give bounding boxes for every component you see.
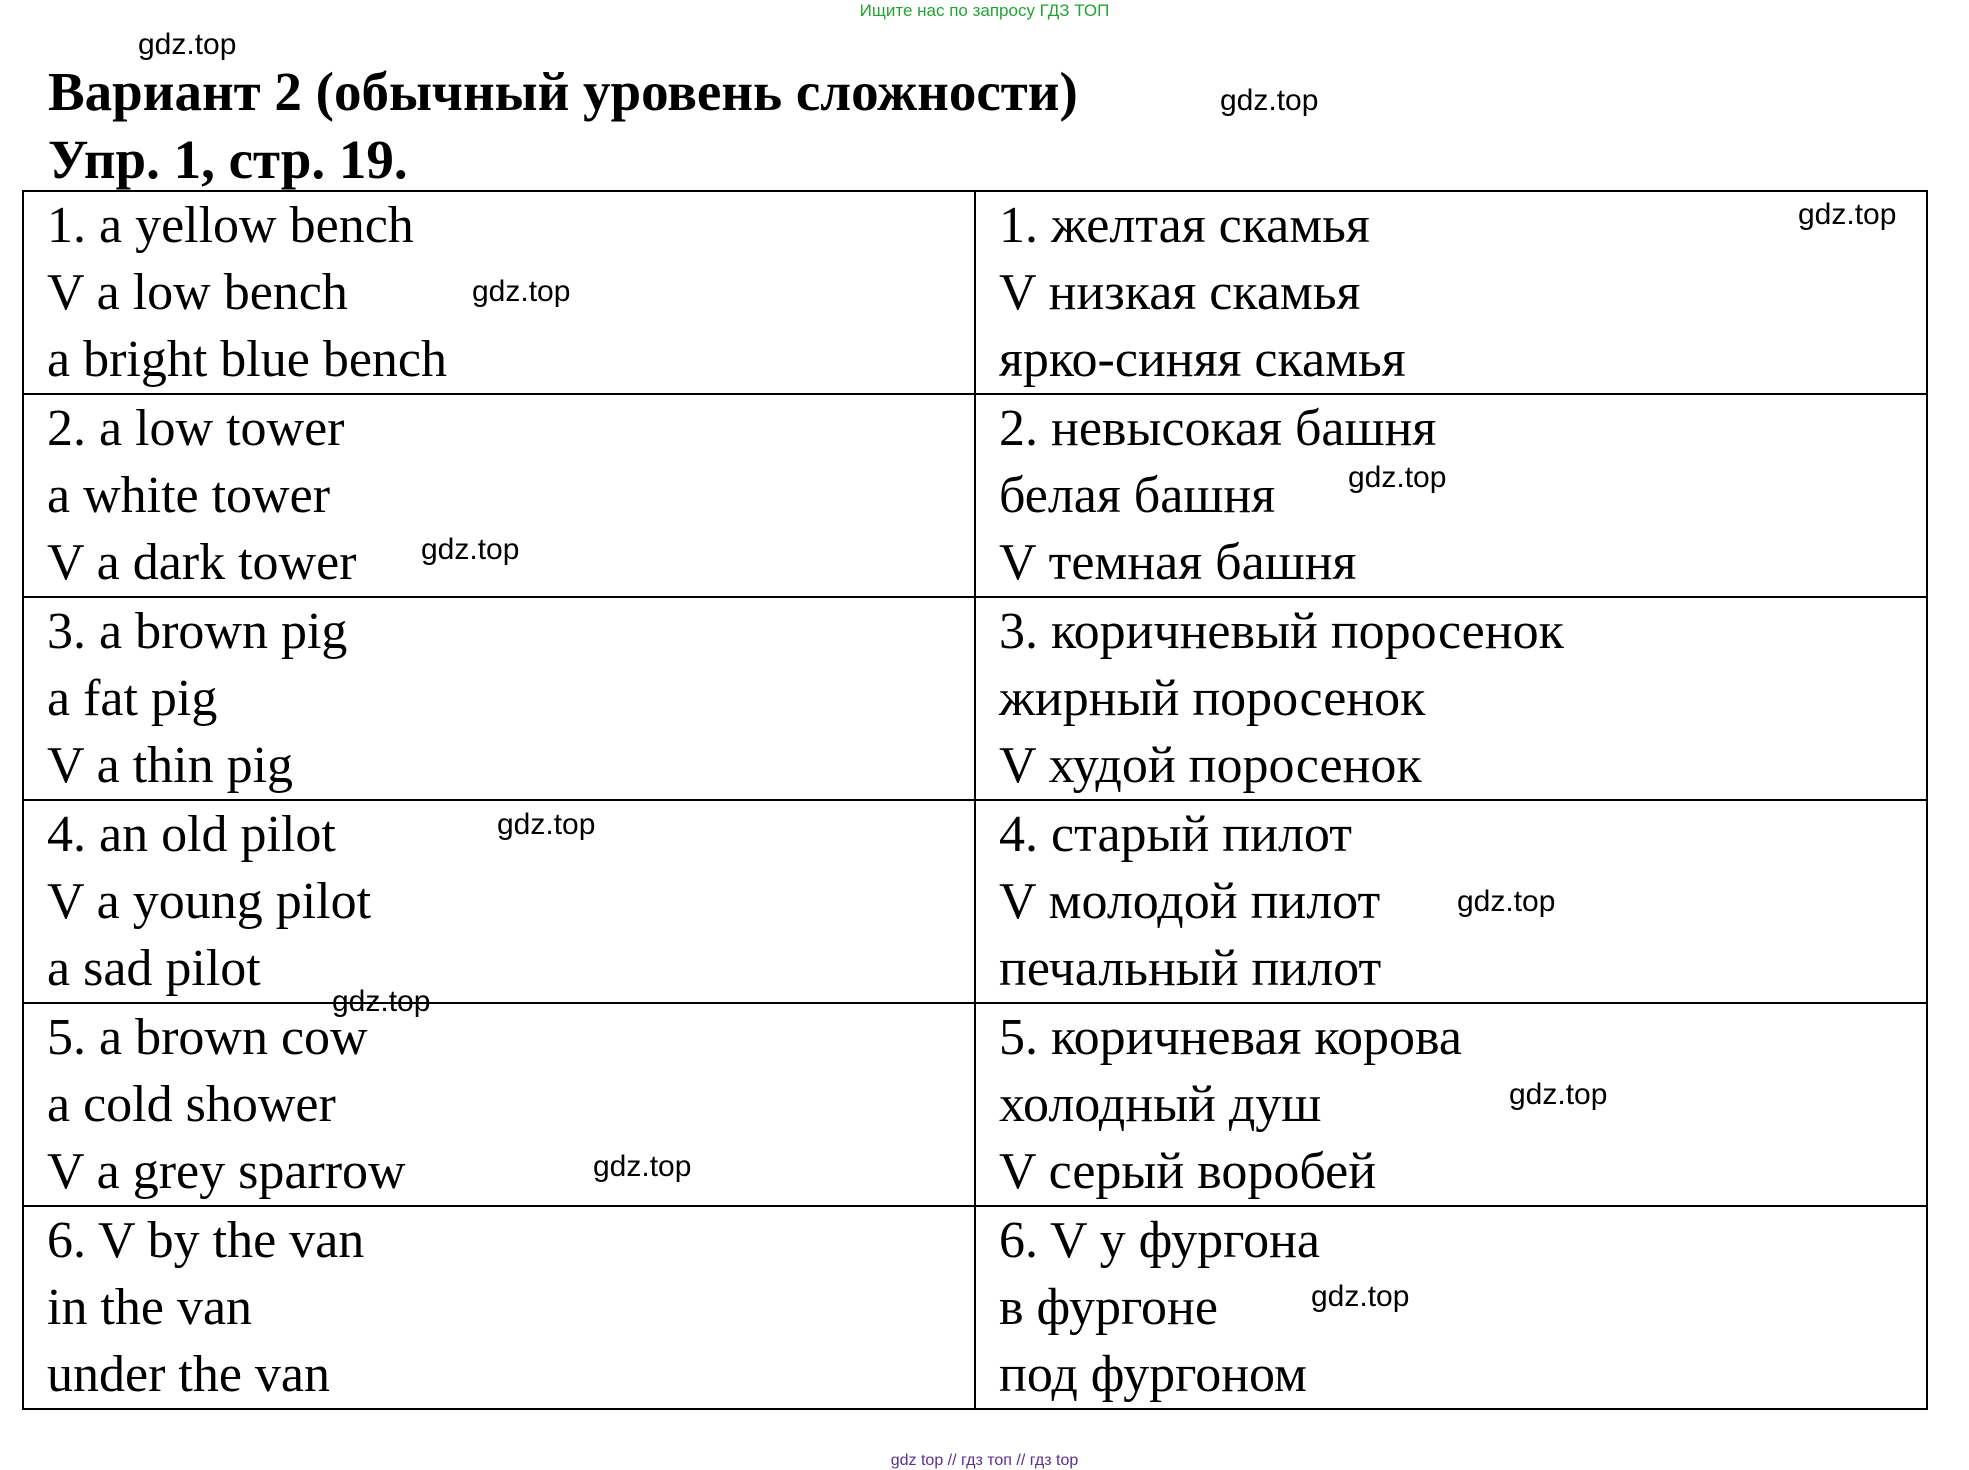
watermark: gdz.top (472, 275, 571, 308)
russian-cell (975, 394, 1927, 597)
english-cell (23, 1003, 975, 1206)
russian-line: белая башня (999, 467, 1276, 524)
english-line: a bright blue bench (47, 331, 447, 388)
page-title: Вариант 2 (обычный уровень сложности) (48, 61, 1078, 122)
russian-line: V темная башня (999, 534, 1357, 591)
russian-line: жирный поросенок (999, 670, 1426, 727)
top-banner: Ищите нас по запросу ГДЗ ТОП (859, 1, 1110, 20)
footer-text: gdz top (890, 1452, 944, 1469)
russian-cell (975, 597, 1927, 800)
english-line: in the van (47, 1279, 253, 1336)
english-line: V a dark tower (47, 534, 357, 591)
table-row (23, 394, 1927, 597)
russian-line: 5. коричневая корова (999, 1009, 1462, 1066)
english-line: V a young pilot (47, 873, 372, 930)
table-row (23, 191, 1927, 394)
english-line: a white tower (47, 467, 331, 524)
exercise-reference: Упр. 1, стр. 19. (48, 129, 408, 190)
watermark: gdz.top (138, 28, 237, 61)
russian-line: печальный пилот (999, 940, 1382, 997)
english-line: V a thin pig (47, 737, 294, 794)
watermark: gdz.top (1457, 885, 1556, 918)
watermark: gdz.top (332, 985, 431, 1018)
english-line: a sad pilot (47, 940, 261, 997)
russian-cell (975, 191, 1927, 394)
russian-line: под фургоном (999, 1346, 1307, 1403)
footer-separator: // (1016, 1452, 1026, 1469)
table-row (23, 1003, 1927, 1206)
russian-line: 6. V у фургона (999, 1212, 1321, 1269)
watermark: gdz.top (421, 533, 520, 566)
english-line: a fat pig (47, 670, 218, 727)
table-row (23, 800, 1927, 1003)
russian-line: в фургоне (999, 1279, 1218, 1336)
russian-cell (975, 1206, 1927, 1409)
watermark: gdz.top (497, 808, 596, 841)
russian-line: 4. старый пилот (999, 806, 1352, 863)
table-row (23, 1206, 1927, 1409)
english-line: 2. a low tower (47, 400, 345, 457)
russian-line: 3. коричневый поросенок (999, 603, 1564, 660)
english-cell (23, 1206, 975, 1409)
russian-line: V серый воробей (999, 1143, 1377, 1200)
russian-line: холодный душ (999, 1076, 1322, 1133)
russian-line: V низкая скамья (999, 264, 1361, 321)
watermark: gdz.top (1311, 1280, 1410, 1313)
english-line: 1. a yellow bench (47, 197, 414, 254)
english-line: 4. an old pilot (47, 806, 336, 863)
russian-line: 2. невысокая башня (999, 400, 1437, 457)
english-line: 3. a brown pig (47, 603, 348, 660)
russian-cell (975, 1003, 1927, 1206)
watermark: gdz.top (1348, 461, 1447, 494)
english-cell (23, 597, 975, 800)
russian-line: V молодой пилот (999, 873, 1381, 930)
watermark: gdz.top (593, 1150, 692, 1183)
russian-line: ярко-синяя скамья (999, 331, 1406, 388)
russian-cell (975, 800, 1927, 1003)
footer-text: гдз top (1029, 1452, 1079, 1469)
russian-line: V худой поросенок (999, 737, 1422, 794)
english-line: under the van (47, 1346, 331, 1403)
watermark: gdz.top (1220, 84, 1319, 117)
answers-table (22, 190, 1928, 1410)
english-line: 6. V by the van (47, 1212, 365, 1269)
russian-line: 1. желтая скамья (999, 197, 1370, 254)
english-line: V a grey sparrow (47, 1143, 406, 1200)
table-row (23, 597, 1927, 800)
english-line: 5. a brown cow (47, 1009, 368, 1066)
english-line: a cold shower (47, 1076, 336, 1133)
watermark: gdz.top (1509, 1078, 1608, 1111)
footer-separator: // (947, 1452, 957, 1469)
footer-text: гдз топ (961, 1452, 1012, 1469)
watermark: gdz.top (1798, 198, 1897, 231)
footer (0, 1452, 1969, 1470)
english-line: V a low bench (47, 264, 348, 321)
